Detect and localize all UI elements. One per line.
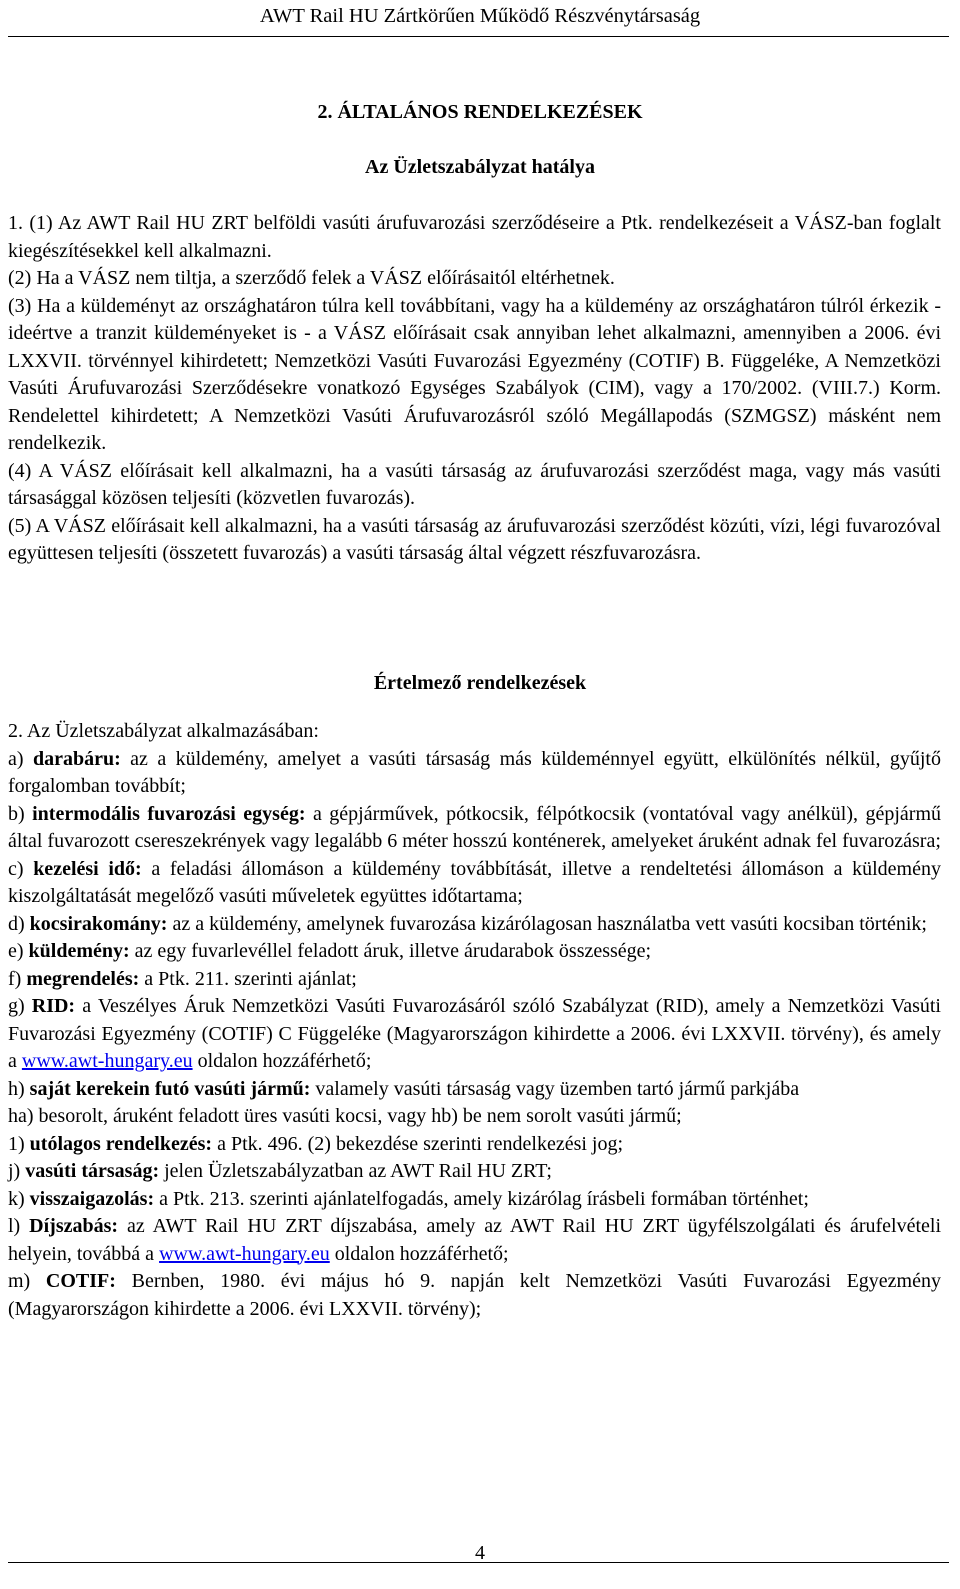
definition-label: h)	[8, 1077, 30, 1100]
running-header: AWT Rail HU Zártkörűen Működő Részvénytársaság	[259, 5, 701, 27]
definition-term: COTIF:	[45, 1270, 116, 1292]
definition-label: f)	[8, 967, 27, 990]
definitions-section	[8, 718, 941, 1323]
definition-term: kocsirakomány:	[29, 912, 168, 935]
definition-a	[8, 746, 941, 801]
definition-c	[8, 856, 941, 911]
definition-label: g)	[8, 995, 32, 1017]
definition-m	[8, 1268, 941, 1323]
definition-g	[8, 993, 941, 1076]
definition-label: e)	[8, 940, 29, 962]
definition-text: jelen Üzletszabályzatban az AWT Rail HU ZRT;	[159, 1160, 552, 1182]
definition-e	[8, 938, 941, 966]
definition-f	[8, 966, 941, 994]
footer-rule	[8, 1562, 949, 1563]
definition-term: saját kerekein futó vasúti jármű:	[29, 1077, 311, 1100]
definition-text: az a küldemény, amelyet a vasúti társaság más küldeménnyel együtt, elkülönítés nélkül, gyűjtő forgalomban továbbít;	[8, 747, 941, 797]
definition-label: a)	[8, 747, 33, 770]
definition-term: darabáru:	[32, 747, 121, 770]
definition-k	[8, 1186, 941, 1214]
definition-text: a Ptk. 496. (2) bekezdése szerinti rendelkezési jog;	[212, 1132, 624, 1155]
scope-paragraph-2: (2) Ha a VÁSZ nem tiltja, a szerződő felek a VÁSZ előírásaitól eltérhetnek.	[8, 267, 615, 289]
definition-label: d)	[8, 912, 30, 935]
definition-term: kezelési idő:	[33, 857, 142, 880]
header-rule	[8, 36, 949, 37]
definition-label: m)	[8, 1270, 46, 1292]
chapter-heading: 2. ÁLTALÁNOS RENDELKEZÉSEK	[317, 101, 643, 123]
definition-term: vasúti társaság:	[25, 1160, 160, 1182]
definition-text: a Ptk. 211. szerinti ajánlat;	[139, 967, 357, 990]
definition-text: az AWT Rail HU ZRT díjszabása, amely az AWT Rail HU ZRT ügyfélszolgálati és árufelvételi helyein, továbbá a	[8, 1215, 942, 1265]
scope-paragraph-5: (5) A VÁSZ előírásait kell alkalmazni, ha a vasúti társaság az árufuvarozási szerződést közúti, vízi, légi fuvarozóval együttesen teljesíti (összetett fuvarozás) a vasúti társaság által végzett részfuvarozásra.	[8, 514, 941, 564]
definition-label: 1)	[8, 1132, 30, 1155]
section-heading-definitions: Értelmező rendelkezések	[373, 672, 587, 694]
definitions-intro: 2. Az Üzletszabályzat alkalmazásában:	[8, 720, 319, 742]
definition-label: c)	[8, 857, 34, 880]
definition-text: a Ptk. 213. szerinti ajánlatelfogadás, amely kizárólag írásbeli formában történhet;	[154, 1187, 809, 1210]
definition-b	[8, 801, 941, 856]
definition-term: utólagos rendelkezés:	[29, 1132, 213, 1155]
definition-term: Díjszabás:	[29, 1215, 119, 1237]
definition-label: l)	[8, 1215, 30, 1237]
definition-term: intermodális fuvarozási egység:	[32, 802, 306, 825]
definition-label: j)	[8, 1160, 26, 1182]
definition-text: a Veszélyes Áruk Nemzetközi Vasúti Fuvarozásáról szóló Szabályzat (RID), amely a Nemzetközi Vasúti Fuvarozási Egyezmény (COTIF) C Függeléke (Magyarországon kihirdette a 2006. évi LXXVII. törvény), és amely a	[8, 995, 941, 1072]
section-heading-scope: Az Üzletszabályzat hatálya	[365, 156, 595, 178]
definition-term: megrendelés:	[26, 967, 140, 990]
scope-paragraph-1: 1. (1) Az AWT Rail HU ZRT belföldi vasúti árufuvarozási szerződéseire a Ptk. rendelkezéseit a VÁSZ-ban foglalt kiegészítésekkel kell alkalmazni.	[8, 212, 941, 262]
awt-hungary-link[interactable]: www.awt-hungary.eu	[159, 1242, 330, 1265]
definition-text: Bernben, 1980. évi május hó 9. napján kelt Nemzetközi Vasúti Fuvarozási Egyezmény (Magyarországon kihirdette a 2006. évi LXXVII. törvény);	[8, 1270, 941, 1320]
awt-hungary-link[interactable]: www.awt-hungary.eu	[21, 1050, 193, 1072]
definition-j	[8, 1158, 941, 1186]
definition-text-after-link: oldalon hozzáférhető;	[192, 1050, 372, 1072]
definition-h	[8, 1076, 941, 1104]
scope-paragraph-4: (4) A VÁSZ előírásait kell alkalmazni, ha a vasúti társaság az árufuvarozási szerződést maga, vagy más vasúti társasággal közösen teljesíti (közvetlen fuvarozás).	[8, 459, 941, 509]
page-number: 4	[475, 1542, 485, 1564]
definition-i	[8, 1131, 941, 1159]
definition-term: RID:	[31, 995, 76, 1017]
definition-text: a feladási állomáson a küldemény továbbítását, illetve a rendeltetési állomáson a küldemény kiszolgáltatását megelőző vasúti műveletek együttes időtartama;	[8, 857, 941, 907]
definition-ha: ha) besorolt, áruként feladott üres vasúti kocsi, vagy hb) be nem sorolt vasúti jármű;	[8, 1105, 682, 1127]
scope-section	[8, 210, 941, 568]
definition-text: valamely vasúti társaság vagy üzemben tartó jármű parkjába	[310, 1077, 800, 1100]
definition-l	[8, 1213, 941, 1268]
definition-label: b)	[8, 802, 33, 825]
definition-text: a gépjárművek, pótkocsik, félpótkocsik (vontatóval vagy anélkül), gépjármű által fuvarozott csereszekrények vagy legalább 6 méter hosszú konténerek, amelyeket áruként adnak fel fuvarozásra;	[8, 802, 941, 852]
definition-text: az a küldemény, amelynek fuvarozása kizárólagosan használatba vett vasúti kocsiban történik;	[167, 912, 927, 935]
definition-label: k)	[8, 1187, 30, 1210]
definition-text-after-link: oldalon hozzáférhető;	[329, 1242, 509, 1265]
definition-text: az egy fuvarlevéllel feladott áruk, illetve árudarabok összessége;	[129, 940, 652, 962]
definition-d	[8, 911, 941, 939]
definition-term: visszaigazolás:	[29, 1187, 155, 1210]
definition-term: küldemény:	[28, 940, 130, 962]
scope-paragraph-3: (3) Ha a küldeményt az országhatáron túlra kell továbbítani, vagy ha a küldemény az országhatáron túlról érkezik - ideértve a tranzit küldeményeket is - a VÁSZ előírásait csak annyiban lehet alkalmazni, amennyiben a 2006. évi LXXVII. törvénnyel kihirdetett; Nemzetközi Vasúti Fuvarozási Egyezmény (COTIF) B. Függeléke, A Nemzetközi Vasúti Árufuvarozási Szerződésekre vonatkozó Egységes Szabályok (CIM), vagy a 170/2002. (VIII.7.) Korm. Rendelettel kihirdetett; A Nemzetközi Vasúti Árufuvarozásról szóló Megállapodás (SZMGSZ) másként nem rendelkezik.	[8, 294, 941, 454]
